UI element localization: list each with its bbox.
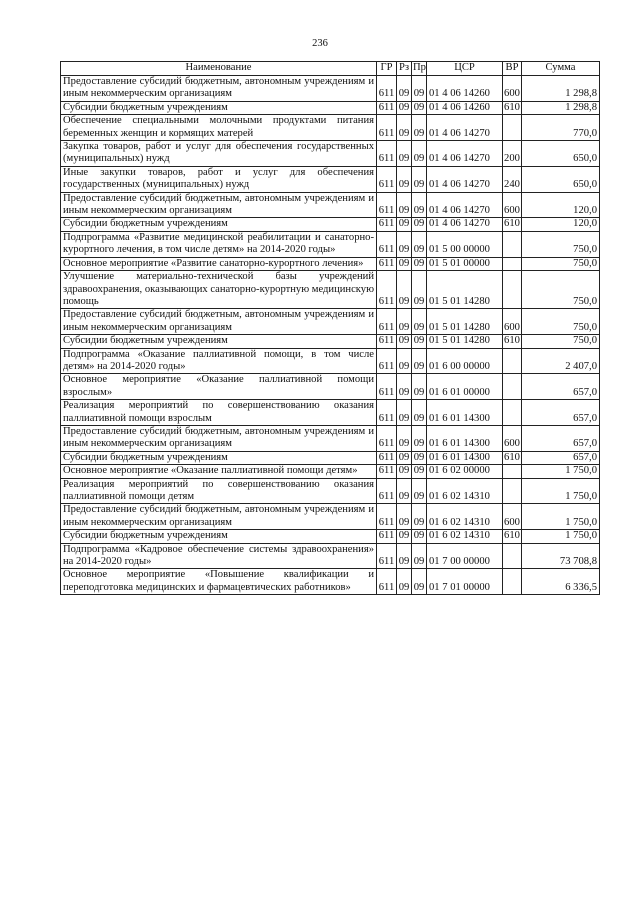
row-vr (503, 569, 522, 595)
header-vr: ВР (503, 62, 522, 76)
row-gr: 611 (377, 425, 397, 451)
table-row (61, 504, 600, 530)
row-csr: 01 5 01 14280 (427, 335, 503, 348)
row-vr: 610 (504, 451, 520, 463)
row-rz: 09 (397, 451, 412, 464)
row-sum: 1 298,8 (522, 76, 600, 102)
row-csr: 01 4 06 14270 (427, 166, 503, 192)
row-name: Субсидии бюджетным учреждениям (61, 218, 377, 231)
row-sum: 73 708,8 (522, 543, 600, 569)
row-sum: 120,0 (522, 192, 600, 218)
row-csr: 01 5 01 14280 (427, 309, 503, 335)
row-rz: 09 (397, 218, 412, 231)
header-sum: Сумма (522, 62, 600, 76)
row-csr: 01 5 01 00000 (427, 257, 503, 270)
row-gr: 611 (377, 543, 397, 569)
row-name: Закупка товаров, работ и услуг для обеспечения государственных (муниципальных) нужд (61, 141, 377, 167)
row-rz: 09 (397, 101, 412, 114)
row-pr: 09 (412, 271, 427, 309)
row-csr: 01 4 06 14270 (427, 115, 503, 141)
row-name: Улучшение материально-технической базы учреждений здравоохранения, оказывающих санаторно-курортную медицинскую помощь (61, 271, 377, 309)
row-sum: 657,0 (522, 425, 600, 451)
table-row (61, 465, 600, 478)
row-sum: 657,0 (522, 451, 600, 464)
row-gr: 611 (377, 400, 397, 426)
row-vr (503, 478, 522, 504)
row-sum: 750,0 (522, 335, 600, 348)
row-pr: 09 (412, 543, 427, 569)
table-row (61, 141, 600, 167)
row-gr: 611 (377, 504, 397, 530)
table-row (61, 543, 600, 569)
row-pr: 09 (412, 478, 427, 504)
row-csr: 01 6 01 14300 (427, 451, 503, 464)
row-vr (503, 374, 522, 400)
row-vr: 600 (503, 309, 522, 335)
table-row (61, 166, 600, 192)
row-csr: 01 6 01 14300 (427, 400, 503, 426)
row-vr: 600 (503, 76, 522, 102)
row-csr: 01 7 01 00000 (427, 569, 503, 595)
row-rz: 09 (397, 335, 412, 348)
row-pr: 09 (412, 192, 427, 218)
row-pr: 09 (412, 218, 427, 231)
row-name: Реализация мероприятий по совершенствованию оказания паллиативной помощи детям (61, 478, 377, 504)
row-pr: 09 (412, 400, 427, 426)
row-gr: 611 (377, 218, 397, 231)
row-sum: 750,0 (522, 257, 600, 270)
row-name: Предоставление субсидий бюджетным, автономным учреждениям и иным некоммерческим организациям (61, 192, 377, 218)
row-pr: 09 (412, 115, 427, 141)
row-pr: 09 (412, 166, 427, 192)
row-vr: 610 (504, 101, 520, 113)
row-name: Подпрограмма «Оказание паллиативной помощи, в том числе детям» на 2014-2020 годы» (61, 348, 377, 374)
row-name: Предоставление субсидий бюджетным, автономным учреждениям и иным некоммерческим организациям (61, 309, 377, 335)
row-rz: 09 (397, 478, 412, 504)
row-sum: 657,0 (522, 400, 600, 426)
row-csr: 01 6 01 14300 (427, 425, 503, 451)
table-row (61, 335, 600, 348)
budget-table (60, 61, 600, 595)
row-rz: 09 (397, 76, 412, 102)
row-name: Подпрограмма «Кадровое обеспечение системы здравоохранения» на 2014-2020 годы» (61, 543, 377, 569)
row-pr: 09 (412, 465, 427, 478)
row-gr: 611 (377, 530, 397, 543)
header-pr: Пр (412, 62, 427, 76)
row-rz: 09 (397, 543, 412, 569)
row-gr: 611 (377, 231, 397, 257)
row-name: Обеспечение специальными молочными продуктами питания беременных женщин и кормящих матерей (61, 115, 377, 141)
row-vr (503, 348, 522, 374)
row-vr (503, 465, 522, 478)
row-rz: 09 (397, 166, 412, 192)
row-name: Предоставление субсидий бюджетным, автономным учреждениям и иным некоммерческим организациям (61, 425, 377, 451)
row-name: Субсидии бюджетным учреждениям (61, 530, 377, 543)
row-rz: 09 (397, 465, 412, 478)
table-row (61, 257, 600, 270)
row-sum: 6 336,5 (522, 569, 600, 595)
header-gr: ГР (377, 62, 397, 76)
table-row (61, 192, 600, 218)
row-gr: 611 (377, 309, 397, 335)
row-sum: 750,0 (522, 231, 600, 257)
row-pr: 09 (412, 257, 427, 270)
row-csr: 01 6 02 14310 (427, 478, 503, 504)
row-vr: 610 (504, 530, 520, 542)
row-pr: 09 (412, 425, 427, 451)
row-vr: 200 (503, 141, 522, 167)
table-row (61, 400, 600, 426)
row-rz: 09 (397, 348, 412, 374)
row-rz: 09 (397, 257, 412, 270)
row-vr: 600 (503, 192, 522, 218)
row-pr: 09 (412, 374, 427, 400)
row-sum: 1 750,0 (522, 530, 600, 543)
row-csr: 01 5 01 14280 (427, 271, 503, 309)
row-vr (503, 400, 522, 426)
table-row (61, 374, 600, 400)
row-rz: 09 (397, 192, 412, 218)
row-name: Предоставление субсидий бюджетным, автономным учреждениям и иным некоммерческим организациям (61, 504, 377, 530)
row-vr: 610 (504, 335, 520, 347)
table-row (61, 451, 600, 464)
row-name: Субсидии бюджетным учреждениям (61, 101, 377, 114)
table-row (61, 76, 600, 102)
row-rz: 09 (397, 425, 412, 451)
row-rz: 09 (397, 231, 412, 257)
row-pr: 09 (412, 451, 427, 464)
row-sum: 650,0 (522, 141, 600, 167)
page-number: 236 (312, 38, 328, 49)
row-rz: 09 (397, 309, 412, 335)
row-gr: 611 (377, 348, 397, 374)
row-csr: 01 4 06 14270 (427, 141, 503, 167)
row-csr: 01 4 06 14260 (427, 76, 503, 102)
row-name: Субсидии бюджетным учреждениям (61, 335, 377, 348)
row-gr: 611 (377, 192, 397, 218)
row-sum: 657,0 (522, 374, 600, 400)
table-row (61, 530, 600, 543)
row-sum: 770,0 (522, 115, 600, 141)
row-pr: 09 (412, 335, 427, 348)
row-sum: 750,0 (522, 271, 600, 309)
row-pr: 09 (412, 309, 427, 335)
row-name: Основное мероприятие «Развитие санаторно-курортного лечения» (61, 257, 377, 270)
row-rz: 09 (397, 569, 412, 595)
row-gr: 611 (377, 271, 397, 309)
row-gr: 611 (377, 101, 397, 114)
row-vr: 600 (503, 425, 522, 451)
row-name: Основное мероприятие «Оказание паллиативной помощи взрослым» (61, 374, 377, 400)
row-pr: 09 (412, 231, 427, 257)
row-pr: 09 (412, 504, 427, 530)
row-csr: 01 6 00 00000 (427, 348, 503, 374)
table-row (61, 101, 600, 114)
table-row (61, 218, 600, 231)
row-gr: 611 (377, 166, 397, 192)
table-header-row (61, 62, 600, 76)
row-csr: 01 6 02 14310 (427, 504, 503, 530)
table-row (61, 478, 600, 504)
row-pr: 09 (412, 569, 427, 595)
row-rz: 09 (397, 374, 412, 400)
row-pr: 09 (412, 530, 427, 543)
row-sum: 1 750,0 (522, 504, 600, 530)
row-csr: 01 4 06 14270 (427, 192, 503, 218)
row-vr: 240 (503, 166, 522, 192)
row-gr: 611 (377, 335, 397, 348)
row-name: Субсидии бюджетным учреждениям (61, 451, 377, 464)
row-name: Иные закупки товаров, работ и услуг для обеспечения государственных (муниципальных) нужд (61, 166, 377, 192)
row-rz: 09 (397, 530, 412, 543)
table-row (61, 271, 600, 309)
row-vr (503, 271, 522, 309)
table-row (61, 569, 600, 595)
row-gr: 611 (377, 569, 397, 595)
row-pr: 09 (412, 101, 427, 114)
header-csr: ЦСР (427, 62, 503, 76)
table-body (61, 76, 600, 595)
row-csr: 01 4 06 14260 (427, 101, 503, 114)
row-vr (503, 231, 522, 257)
row-vr: 600 (503, 504, 522, 530)
table-row (61, 309, 600, 335)
header-rz: Рз (397, 62, 412, 76)
row-csr: 01 7 00 00000 (427, 543, 503, 569)
row-name: Основное мероприятие «Повышение квалификации и переподготовка медицинских и фармацевтических работников» (61, 569, 377, 595)
row-gr: 611 (377, 478, 397, 504)
row-sum: 2 407,0 (522, 348, 600, 374)
row-vr (503, 543, 522, 569)
row-rz: 09 (397, 504, 412, 530)
row-pr: 09 (412, 348, 427, 374)
row-gr: 611 (377, 374, 397, 400)
row-sum: 1 750,0 (522, 465, 600, 478)
row-vr (503, 115, 522, 141)
table-row (61, 115, 600, 141)
row-gr: 611 (377, 257, 397, 270)
row-rz: 09 (397, 115, 412, 141)
row-gr: 611 (377, 465, 397, 478)
row-csr: 01 4 06 14270 (427, 218, 503, 231)
row-vr: 610 (504, 218, 520, 230)
row-rz: 09 (397, 400, 412, 426)
row-name: Подпрограмма «Развитие медицинской реабилитации и санаторно-курортного лечения, в том числе детям» на 2014-2020 годы» (61, 231, 377, 257)
row-pr: 09 (412, 76, 427, 102)
row-sum: 650,0 (522, 166, 600, 192)
row-gr: 611 (377, 141, 397, 167)
row-csr: 01 6 01 00000 (427, 374, 503, 400)
row-sum: 1 298,8 (522, 101, 600, 114)
row-vr (503, 257, 522, 270)
row-gr: 611 (377, 451, 397, 464)
row-sum: 1 750,0 (522, 478, 600, 504)
row-csr: 01 5 00 00000 (427, 231, 503, 257)
row-name: Реализация мероприятий по совершенствованию оказания паллиативной помощи взрослым (61, 400, 377, 426)
row-csr: 01 6 02 00000 (427, 465, 503, 478)
row-rz: 09 (397, 141, 412, 167)
row-sum: 750,0 (522, 309, 600, 335)
row-rz: 09 (397, 271, 412, 309)
table-row (61, 425, 600, 451)
table-row (61, 348, 600, 374)
row-gr: 611 (377, 115, 397, 141)
table-row (61, 231, 600, 257)
row-name: Предоставление субсидий бюджетным, автономным учреждениям и иным некоммерческим организациям (61, 76, 377, 102)
row-sum: 120,0 (522, 218, 600, 231)
row-gr: 611 (377, 76, 397, 102)
row-csr: 01 6 02 14310 (427, 530, 503, 543)
row-pr: 09 (412, 141, 427, 167)
header-name: Наименование (61, 62, 377, 76)
row-name: Основное мероприятие «Оказание паллиативной помощи детям» (61, 465, 377, 478)
